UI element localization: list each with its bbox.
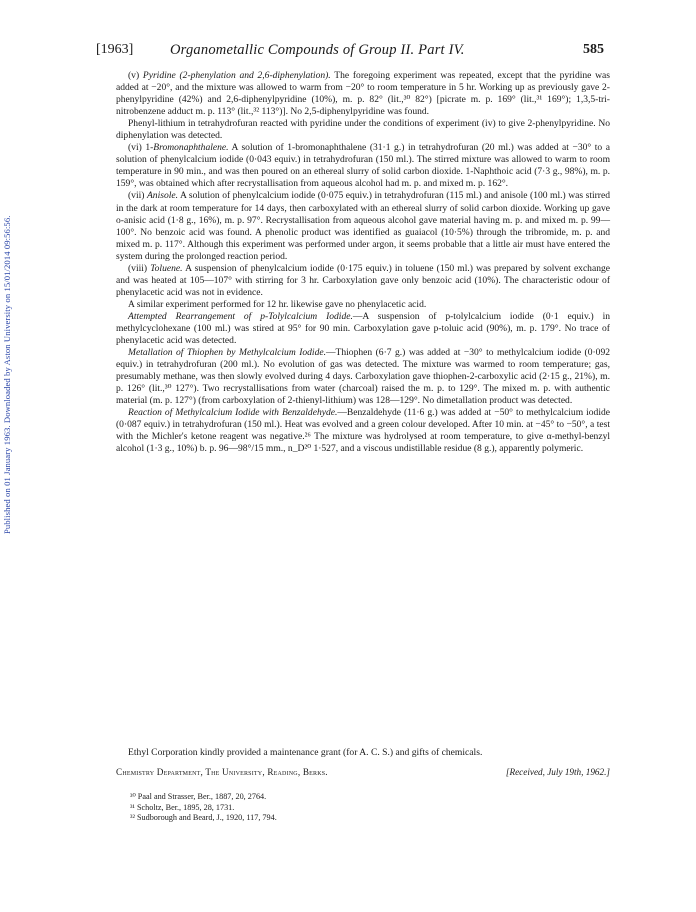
download-watermark: Published on 01 January 1963. Downloaded by Aston University on 15/01/2014 09:56:56. [2, 215, 12, 535]
page-number: 585 [583, 42, 604, 57]
department-address: Chemistry Department, The University, Reading, Berks. [116, 767, 328, 777]
header-title: Organometallic Compounds of Group II. Part IV. [170, 42, 465, 58]
paragraph-toluene: (viii) Toluene. A suspension of phenylcalcium iodide (0·175 equiv.) in toluene (150 ml.) was prepared by solvent exchange and was heated at 105—107° with stirring for 3 hr. Carboxylation gave only benzoic acid (10%). The characteristic odour of phenylacetic acid was not in evidence. [116, 262, 610, 298]
paragraph-pyridine: (v) Pyridine (2-phenylation and 2,6-diphenylation). The foregoing experiment was repeated, except that the pyridine was added at −20°, and the mixture was allowed to warm from −20° to room temperature in 5 hr. Working up as previously gave 2-phenylpyridine (42%) and 2,6-diphenylpyridine (10%), m. p. 82° (lit.,³⁰ 82°) [picrate m. p. 169° (lit.,³¹ 169°); 1,3,5-tri-nitrobenzene adduct m. p. 113° (lit.,³² 113°)]. No 2,5-diphenylpyridine was found. [116, 70, 610, 118]
acknowledgement: Ethyl Corporation kindly provided a maintenance grant (for A. C. S.) and gifts of chemicals. [128, 747, 483, 758]
paragraph-tolylcalcium: Attempted Rearrangement of p-Tolylcalcium Iodide.—A suspension of p-tolylcalcium iodide (0·1 equiv.) in methylcyclohexane (100 ml.) was stired at 95° for 90 min. Carboxylation gave p-toluic acid (90%), m. p. 179°. No trace of phenylacetic acid was detected. [116, 310, 611, 347]
paragraph-bromonaphthalene: (vi) 1-Bromonaphthalene. A solution of 1-bromonaphthalene (31·1 g.) in tetrahydrofuran (20 ml.) was added at −30° to a solution of phenylcalcium iodide (0·043 equiv.) in tetrahydrofuran (150 ml.). The stirred mixture was allowed to warm to room temperature in 90 min., and was then poured on an ethereal slurry of solid carbon dioxide. 1-Naphthoic acid (7·3 g., 98%), m. p. 159°, was obtained which after recrystallisation from aqueous alcohol had m. p. and mixed m. p. 162°. [116, 142, 610, 190]
running-header [96, 42, 608, 64]
reference-item: ³² Sudborough and Beard, J., 1920, 117, 794. [130, 813, 277, 822]
affiliation-line [116, 767, 610, 777]
article-body [116, 70, 610, 456]
paragraph-anisole: (vii) Anisole. A solution of phenylcalcium iodide (0·075 equiv.) in tetrahydrofuran (115 ml.) and anisole (100 ml.) was stirred in the dark at room temperature for 14 days, then carboxylated with an ethereal slurry of solid carbon dioxide. Working up gave o-anisic acid (1·8 g., 16%), m. p. 97°. Recrystallisation from aqueous alcohol gave material having m. p. and mixed m. p. 99—100°. No benzoic acid was found. A phenolic product was identified as guaiacol (10·5%) through the tribromide, m. p. and mixed m. p. 117°. Although this experiment was performed under argon, it seems probable that a little air must have entered the system during the prolonged reaction period. [116, 190, 610, 262]
paragraph-phenyllithium: Phenyl-lithium in tetrahydrofuran reacted with pyridine under the conditions of experiment (iv) to give 2-phenylpyridine. No diphenylation was detected. [116, 118, 610, 142]
paragraph-benzaldehyde: Reaction of Methylcalcium Iodide with Benzaldehyde.—Benzaldehyde (11·6 g.) was added at −50° to methylcalcium iodide (0·087 equiv.) in tetrahydrofuran (150 ml.). Heat was evolved and a green colour developed. After 10 min. at −45° to −50°, a test with the Michler's ketone reagent was negative.²⁶ The mixture was hydrolysed at room temperature, to give α-methyl-benzyl alcohol (1·3 g., 10%) b. p. 96—98°/15 mm., n_D²⁰ 1·527, and a viscous undistillable residue (8 g.), apparently polymeric. [116, 407, 610, 455]
reference-item: ³⁰ Paal and Strasser, Ber., 1887, 20, 2764. [130, 792, 267, 801]
paragraph-similar-experiment: A similar experiment performed for 12 hr. likewise gave no phenylacetic acid. [128, 298, 427, 310]
references [130, 792, 277, 824]
received-date: [Received, July 19th, 1962.] [505, 767, 610, 777]
paragraph-thiophen: Metallation of Thiophen by Methylcalcium Iodide.—Thiophen (6·7 g.) was added at −30° to methylcalcium iodide (0·092 equiv.) in tetrahydrofuran (200 ml.). No evolution of gas was detected. The mixture was warmed to room temperature; gas, presumably methane, was then slowly evolved during 4 days. Carboxylation gave thiophen-2-carboxylic acid (2·15 g., 21%), m. p. 126° (lit.,³⁰ 127°). Two recrystallisations from water (charcoal) raised the m. p. to 129°. The mixed m. p. with authentic material (m. p. 127°) (from carboxylation of 2-thienyl-lithium) was 128—129°. No dimetallation product was detected. [116, 347, 610, 407]
reference-item: ³¹ Scholtz, Ber., 1895, 28, 1731. [130, 802, 235, 812]
header-year: [1963] [96, 42, 134, 57]
